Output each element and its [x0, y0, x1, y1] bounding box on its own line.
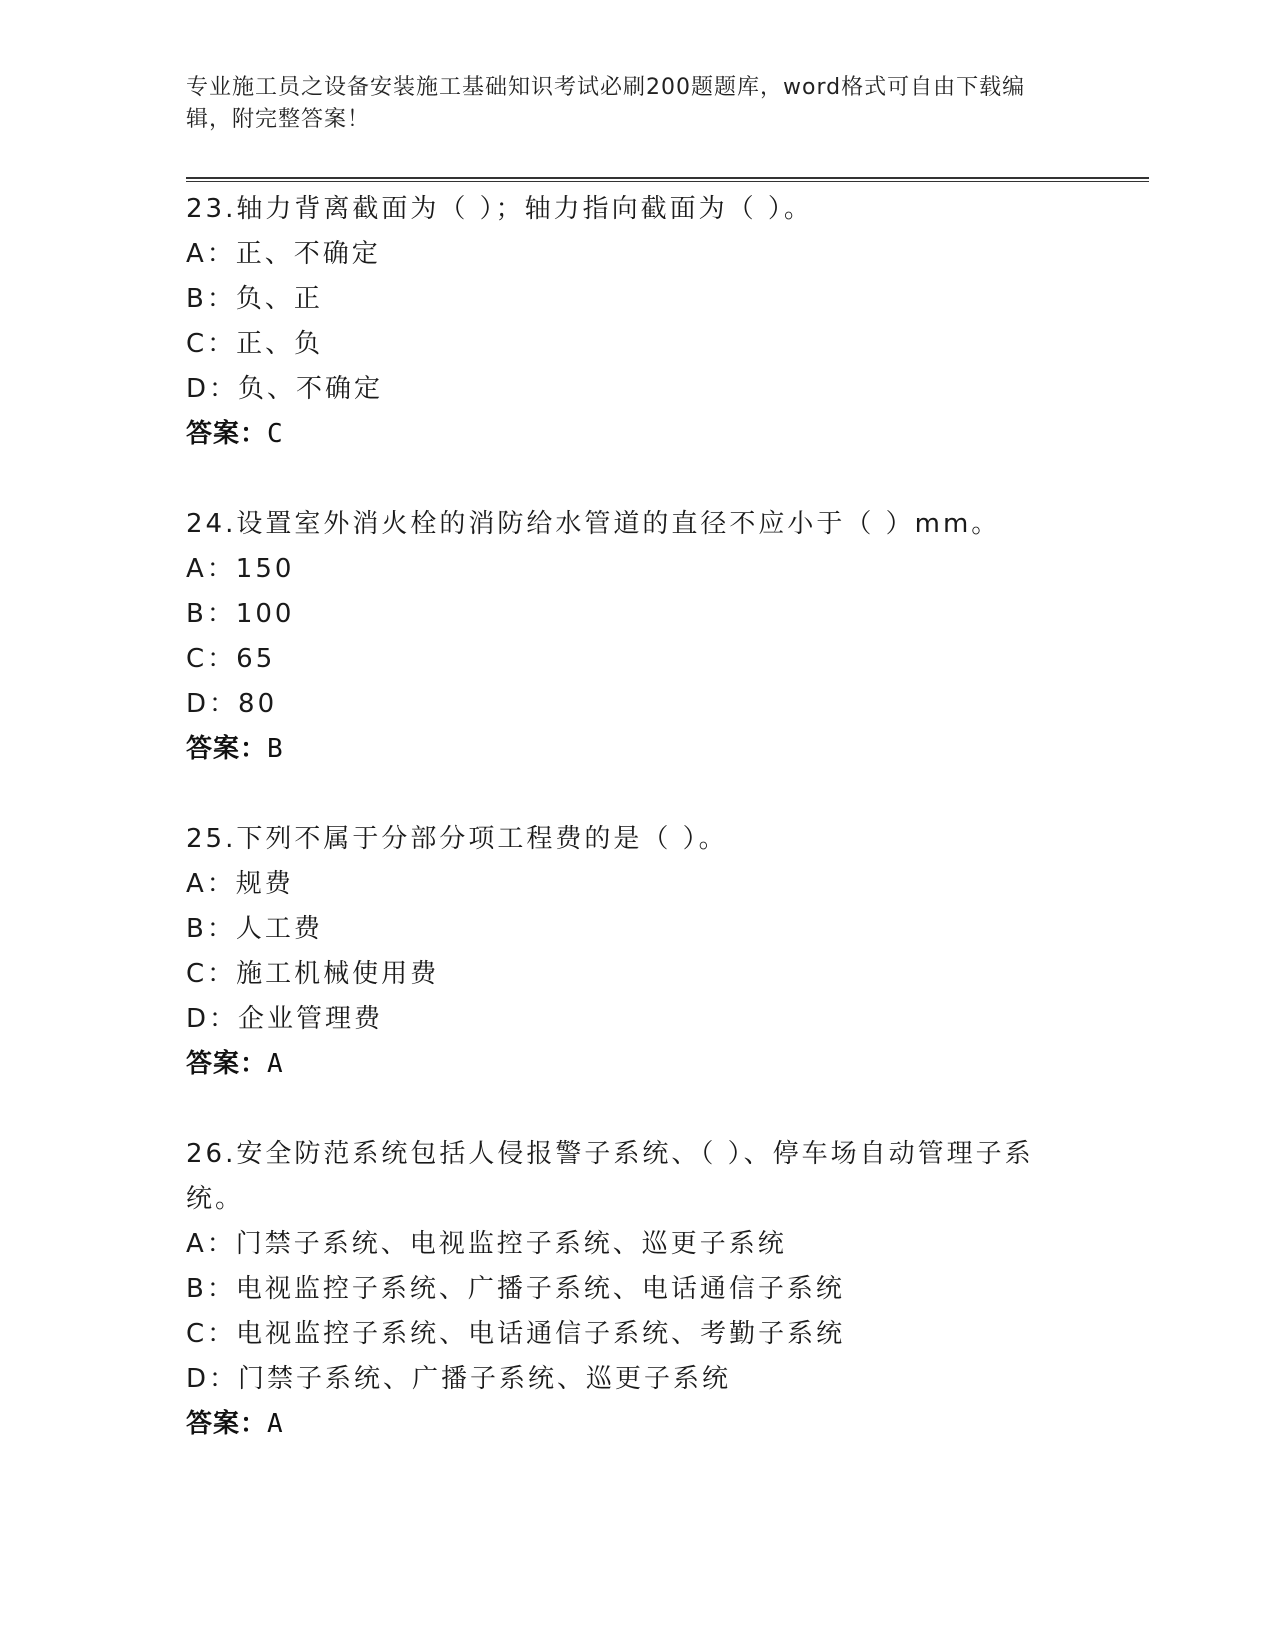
option-c: C：施工机械使用费	[186, 959, 440, 989]
option-c: C：正、负	[186, 329, 324, 359]
option-a: A：150	[186, 554, 295, 584]
option-d: D：80	[186, 689, 278, 719]
option-d: D：负、不确定	[186, 374, 384, 404]
answer-line	[186, 1402, 1086, 1447]
question-stem: 26.安全防范系统包括人侵报警子系统、（ ）、停车场自动管理子系统。	[186, 1139, 1034, 1214]
option-b: B：电视监控子系统、广播子系统、电话通信子系统	[186, 1274, 845, 1304]
answer-value: A	[267, 1049, 284, 1079]
option-b: B：人工费	[186, 914, 323, 944]
answer-line	[186, 412, 1086, 457]
answer-label: 答案：	[186, 734, 268, 764]
answer-value: B	[267, 734, 284, 764]
document-header: 专业施工员之设备安装施工基础知识考试必刷200题题库，word格式可自由下载编辑，附完整答案！	[186, 75, 1026, 132]
option-a: A：正、不确定	[186, 239, 381, 269]
option-d: D：企业管理费	[186, 1004, 384, 1034]
header-double-rule	[186, 177, 1149, 182]
answer-line	[186, 727, 1086, 772]
option-d: D：门禁子系统、广播子系统、巡更子系统	[186, 1364, 732, 1394]
answer-line	[186, 1042, 1086, 1087]
answer-label: 答案：	[186, 1409, 268, 1439]
question-23	[186, 187, 1086, 457]
question-25	[186, 817, 1086, 1087]
option-a: A：规费	[186, 869, 294, 899]
option-c: C：65	[186, 644, 276, 674]
answer-value: C	[267, 419, 284, 449]
option-b: B：100	[186, 599, 295, 629]
question-list	[186, 187, 1086, 1492]
question-stem: 23.轴力背离截面为（ ）；轴力指向截面为（ ）。	[186, 194, 813, 224]
option-b: B：负、正	[186, 284, 323, 314]
question-stem: 24.设置室外消火栓的消防给水管道的直径不应小于（ ）mm。	[186, 509, 1001, 539]
option-a: A：门禁子系统、电视监控子系统、巡更子系统	[186, 1229, 787, 1259]
answer-label: 答案：	[186, 419, 268, 449]
question-stem: 25.下列不属于分部分项工程费的是（ ）。	[186, 824, 728, 854]
question-24	[186, 502, 1086, 772]
answer-value: A	[267, 1409, 284, 1439]
question-26	[186, 1132, 1086, 1447]
answer-label: 答案：	[186, 1049, 268, 1079]
option-c: C：电视监控子系统、电话通信子系统、考勤子系统	[186, 1319, 846, 1349]
